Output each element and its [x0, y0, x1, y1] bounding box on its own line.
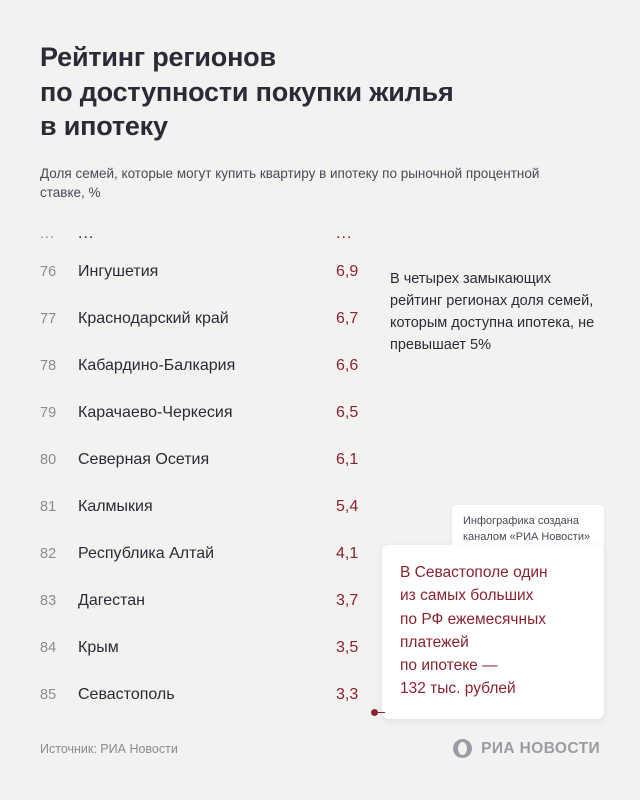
ellipsis-value: ... [336, 224, 353, 242]
source-label: Источник: РИА Новости [40, 741, 178, 756]
row-region: Севастополь [78, 686, 175, 704]
row-rank: 80 [40, 452, 57, 469]
row-value: 6,7 [336, 310, 359, 328]
callout-line-4: платежей [400, 633, 469, 651]
page-title-line-3: в ипотеку [40, 111, 168, 142]
row-region: Ингушетия [78, 263, 159, 281]
row-value: 6,1 [336, 451, 359, 469]
brand-logo [453, 739, 600, 758]
callout-line-1: В Севастополе один [400, 564, 548, 581]
row-region: Северная Осетия [78, 451, 210, 469]
row-value: 3,7 [336, 592, 359, 610]
row-rank: 81 [40, 499, 57, 516]
row-value: 5,4 [336, 498, 359, 516]
row-region: Республика Алтай [78, 545, 215, 563]
row-rank: 84 [40, 640, 57, 657]
row-region: Карачаево-Черкесия [78, 404, 233, 422]
callout-line-6: 132 тыс. рублей [400, 680, 516, 698]
callout-line-5: по ипотеке — [400, 657, 498, 674]
row-region: Краснодарский край [78, 310, 229, 328]
row-rank: 85 [40, 687, 57, 704]
page-title-line-1: Рейтинг регионов [40, 42, 276, 72]
row-region: Дагестан [78, 592, 145, 610]
row-rank: 83 [40, 593, 57, 610]
page-title [40, 40, 600, 144]
footer [40, 739, 600, 758]
row-rank: 79 [40, 405, 57, 422]
callout-line-3: по РФ ежемесячных [400, 610, 546, 628]
table-row [40, 390, 600, 437]
row-value: 6,5 [336, 404, 359, 422]
row-rank: 76 [40, 264, 57, 281]
brand-label: РИА НОВОСТИ [481, 739, 600, 757]
row-rank: 82 [40, 546, 57, 563]
row-value: 4,1 [336, 545, 359, 563]
row-value: 3,3 [336, 686, 359, 704]
page-title-line-2: по доступности покупки жилья [40, 76, 454, 107]
row-region: Калмыкия [78, 498, 153, 516]
table-row [40, 437, 600, 484]
page-subtitle: Доля семей, которые могут купить квартиру в ипотеку по рыночной процентной ставке, % [40, 165, 540, 201]
row-value: 6,6 [336, 357, 359, 375]
row-rank: 77 [40, 311, 57, 328]
row-region: Крым [78, 639, 119, 657]
ria-globe-icon [453, 739, 472, 758]
credit-badge: Инфографика создана каналом «РИА Новости» [452, 505, 604, 554]
row-region: Кабардино-Балкария [78, 357, 236, 375]
truncated-rows-indicator [40, 225, 600, 243]
ellipsis-rank: ... [40, 225, 56, 242]
row-value: 6,9 [336, 263, 359, 281]
callout-line-2: из самых больших [400, 587, 534, 605]
row-value: 3,5 [336, 639, 359, 657]
ellipsis-name: ... [78, 224, 95, 242]
callout-pointer-line-icon [377, 712, 385, 713]
row-rank: 78 [40, 358, 57, 375]
annotation-note: В четырех замыкающих рейтинг регионах доля семей, которым доступна ипотека, не превышает 5% [390, 271, 595, 354]
callout-card [382, 545, 604, 719]
